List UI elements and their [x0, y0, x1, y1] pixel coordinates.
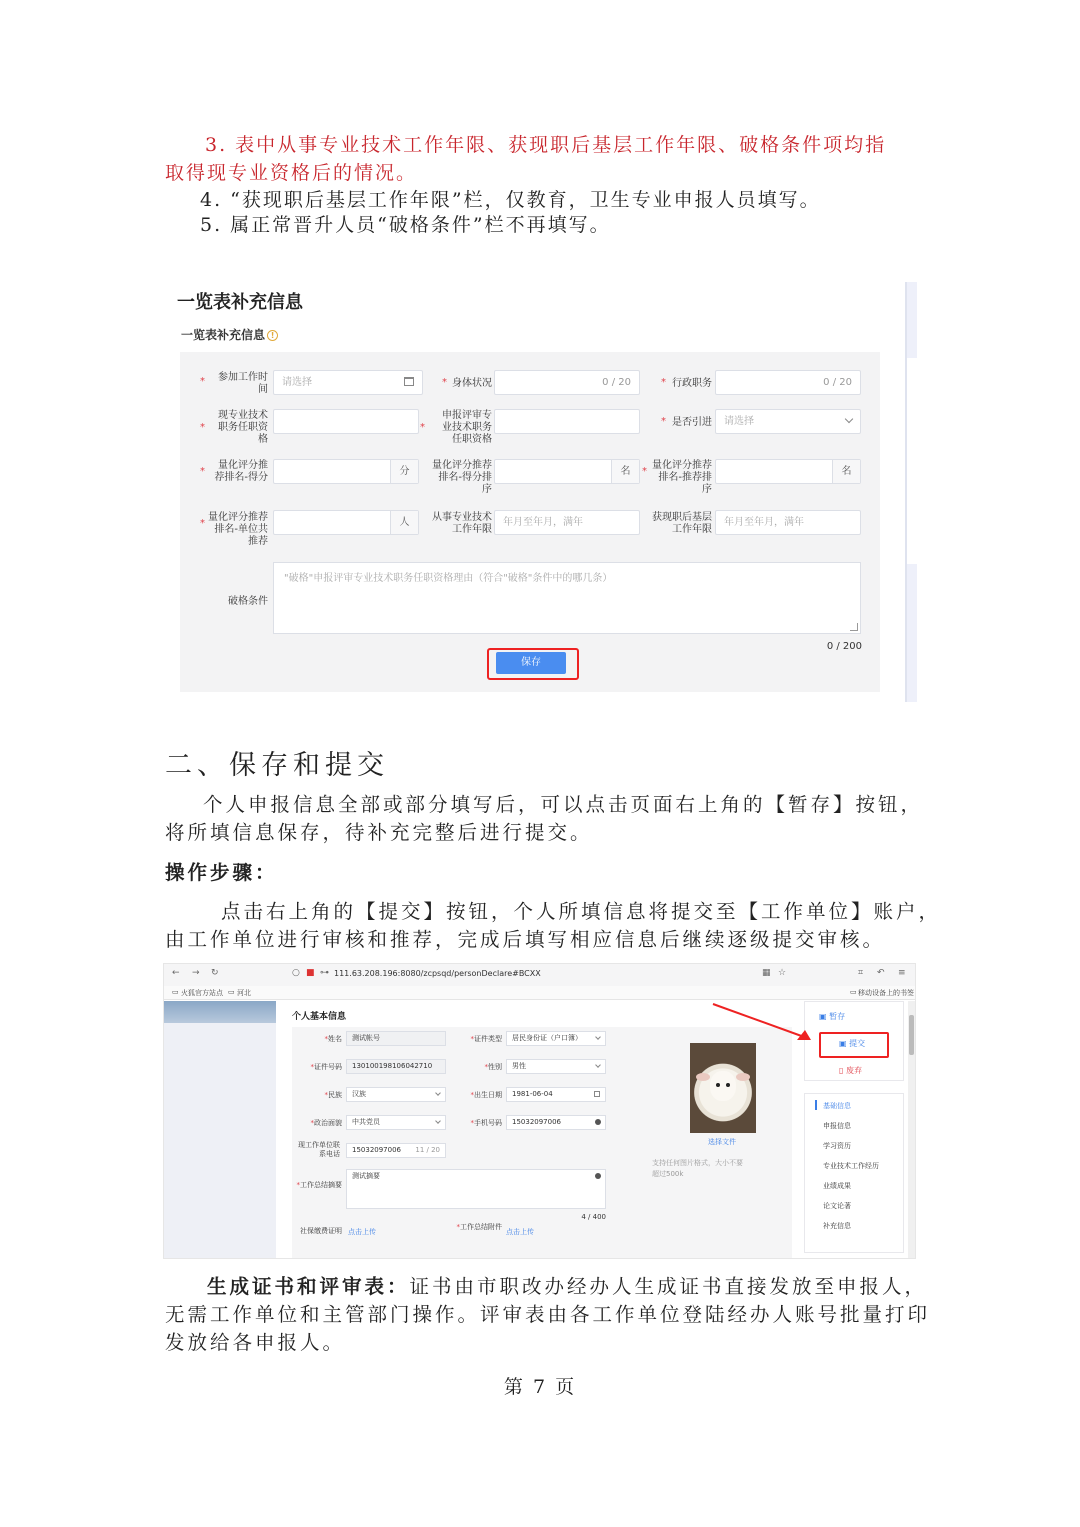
- ethnic-select[interactable]: [346, 1087, 446, 1102]
- nav-item-declare[interactable]: 申报信息: [823, 1122, 851, 1130]
- unit-total-unit: 人: [390, 511, 418, 534]
- score-label: 量化评分推荐排名-得分: [214, 460, 268, 483]
- form-screenshot: [165, 282, 917, 702]
- form-subtitle-text: 一览表补充信息: [181, 328, 266, 342]
- submit-label: 提交: [849, 1039, 866, 1048]
- section-nav: [804, 1093, 904, 1253]
- para2-line1: 点击右上角的【提交】按钮，个人所填信息将提交至【工作单位】账户，: [221, 900, 942, 923]
- phone-value: 15032097006: [512, 1118, 561, 1126]
- attach-upload-link[interactable]: 点击上传: [506, 1228, 534, 1236]
- id-no-label-text: 证件号码: [314, 1063, 342, 1071]
- steps-label: 操作步骤：: [165, 861, 278, 884]
- required-star: *: [200, 422, 205, 433]
- draft-label: 暂存: [829, 1012, 846, 1021]
- discard-button[interactable]: [839, 1065, 862, 1076]
- required-star: *: [200, 466, 205, 477]
- para1-line1: 个人申报信息全部或部分填写后，可以点击页面右上角的【暂存】按钮，: [203, 793, 924, 816]
- summary-label-text: 工作总结摘要: [300, 1181, 342, 1189]
- unit-phone-label: 现工作单位联系电话: [298, 1141, 340, 1158]
- introduced-select[interactable]: [715, 409, 861, 434]
- summary-textarea[interactable]: [346, 1169, 606, 1209]
- menu-icon[interactable]: ≡: [898, 968, 906, 978]
- phone-label: *手机号码: [470, 1119, 502, 1127]
- birth-picker[interactable]: [506, 1087, 606, 1102]
- name-label: *姓名: [324, 1035, 342, 1043]
- political-value: 中共党员: [352, 1118, 380, 1126]
- nav-item-achievement[interactable]: 业绩成果: [823, 1182, 851, 1190]
- birth-label: *出生日期: [470, 1091, 502, 1099]
- nav-item-papers[interactable]: 论文论著: [823, 1202, 851, 1210]
- note-3-line2: 取得现专业资格后的情况。: [165, 162, 418, 184]
- qr-icon[interactable]: ▦: [762, 968, 771, 978]
- note-4: 4. “获现职后基层工作年限”栏，仅教育，卫生专业申报人员填写。: [200, 189, 821, 211]
- summary-count: 4 / 400: [581, 1213, 606, 1221]
- rank-unit: 名: [611, 460, 639, 483]
- arrow-line: [713, 1004, 807, 1038]
- profile-photo: [690, 1043, 756, 1133]
- id-no-input[interactable]: 130100198106042710: [346, 1059, 446, 1074]
- sheep-eye: [716, 1083, 720, 1087]
- photo-hint-line2: 超过500k: [652, 1170, 684, 1178]
- admin-post-input[interactable]: [715, 370, 861, 395]
- scrollbar[interactable]: [908, 1001, 915, 1259]
- reload-icon[interactable]: ↻: [211, 968, 219, 978]
- save-highlight-box: [487, 648, 579, 680]
- photo-hint-line1: 支持任何图片格式，大小不要: [652, 1159, 743, 1167]
- star-icon[interactable]: ☆: [778, 968, 787, 978]
- bookmark-folder-icon: ▭: [172, 988, 179, 996]
- join-date-placeholder: 请选择: [282, 377, 312, 388]
- work-years-label: 从事专业技术工作年限: [432, 512, 492, 535]
- required-star: *: [200, 518, 205, 529]
- join-date-label: 参加工作时间: [218, 372, 268, 395]
- key-icon: ⊶: [320, 968, 329, 978]
- exception-placeholder: "破格"申报评审专业技术职务任职资格理由（符合"破格"条件中的哪几条）: [284, 573, 613, 584]
- admin-post-count: 0 / 20: [823, 377, 852, 388]
- cert-line2: 无需工作单位和主管部门操作。评审表由各工作单位登陆经办人账号批量打印: [165, 1303, 931, 1326]
- sheep-ear: [696, 1073, 710, 1081]
- work-years-input[interactable]: [494, 510, 640, 535]
- bookmark-mobile[interactable]: 移动设备上的书签: [858, 989, 914, 997]
- sidebar-edge: [905, 282, 917, 702]
- submit-highlight-box: [819, 1032, 889, 1058]
- form-subtitle: [181, 326, 278, 343]
- work-years-placeholder: 年月至年月，满年: [503, 517, 583, 528]
- unit-phone-count: 11 / 20: [415, 1146, 440, 1154]
- rank-input[interactable]: [494, 459, 640, 484]
- social-label: 社保缴费证明: [300, 1227, 342, 1235]
- choose-file-link[interactable]: 选择文件: [708, 1138, 736, 1146]
- ethnic-label-text: 民族: [328, 1091, 342, 1099]
- info-icon: !: [267, 330, 278, 341]
- chevron-down-icon: [595, 1062, 601, 1068]
- gender-select[interactable]: [506, 1059, 606, 1074]
- draft-button[interactable]: [819, 1011, 845, 1022]
- cert-lead: 生成证书和评审表：: [207, 1275, 410, 1298]
- id-type-select[interactable]: [506, 1031, 606, 1046]
- health-input[interactable]: [494, 370, 640, 395]
- bookmark-folder-icon: ▭: [850, 988, 857, 996]
- address-bar[interactable]: 111.63.208.196:8080/zcpsqd/personDeclare#BCXX: [334, 969, 541, 978]
- gender-value: 男性: [512, 1062, 526, 1070]
- sheep-face: [710, 1071, 736, 1101]
- form-title: 一览表补充信息: [177, 292, 303, 313]
- required-star: *: [442, 377, 447, 388]
- name-label-text: 姓名: [328, 1035, 342, 1043]
- gender-label-text: 性别: [488, 1063, 502, 1071]
- unit-phone-value: 15032097006: [352, 1146, 401, 1154]
- chevron-down-icon: [435, 1118, 441, 1124]
- gender-label: *性别: [484, 1063, 502, 1071]
- required-star: *: [642, 466, 647, 477]
- unit-phone-input[interactable]: [346, 1143, 446, 1158]
- right-panel: [804, 1001, 904, 1259]
- ethnic-value: 汉族: [352, 1090, 366, 1098]
- recommend-rank-unit: 名: [832, 460, 860, 483]
- unit-total-input[interactable]: [273, 510, 419, 535]
- upload-icon: ▣: [839, 1039, 850, 1048]
- current-title-input[interactable]: [273, 409, 419, 434]
- note-3-line1: 3. 表中从事专业技术工作年限、获现职后基层工作年限、破格条件项均指: [205, 134, 887, 156]
- apply-title-label: 申报评审专业技术职务任职资格: [442, 410, 492, 445]
- rank-label: 量化评分推荐排名-得分排序: [432, 460, 492, 495]
- back-icon[interactable]: ←: [172, 968, 180, 978]
- score-unit: 分: [390, 460, 418, 483]
- browser-toolbar: [164, 964, 916, 986]
- crop-icon[interactable]: ⌗: [858, 968, 864, 978]
- attach-label-text: 工作总结附件: [460, 1223, 502, 1231]
- resize-grip-icon[interactable]: [850, 623, 858, 631]
- grass-years-placeholder: 年月至年月，满年: [724, 517, 804, 528]
- birth-label-text: 出生日期: [474, 1091, 502, 1099]
- unit-total-label: 量化评分推荐排名-单位共推荐: [208, 512, 268, 547]
- save-icon: ▣: [819, 1012, 830, 1021]
- recommend-rank-label: 量化评分推荐排名-推荐排序: [652, 460, 712, 495]
- undo-icon[interactable]: ↶: [877, 968, 885, 978]
- action-box: [804, 1001, 904, 1081]
- discard-label: 废弃: [845, 1066, 862, 1075]
- chevron-down-icon: [595, 1034, 601, 1040]
- calendar-icon: [404, 377, 414, 386]
- summary-label: *工作总结摘要: [296, 1181, 342, 1189]
- health-label: 身体状况: [452, 378, 492, 389]
- name-input[interactable]: 测试帐号: [346, 1031, 446, 1046]
- active-indicator: [815, 1100, 817, 1110]
- para2-line2: 由工作单位进行审核和推荐，完成后填写相应信息后继续逐级提交审核。: [165, 928, 886, 951]
- form-panel: [180, 352, 880, 692]
- bookmark-hebei[interactable]: 河北: [237, 989, 251, 997]
- note-5: 5. 属正常晋升人员“破格条件”栏不再填写。: [200, 214, 611, 236]
- chevron-down-icon: [845, 415, 853, 423]
- apply-title-input[interactable]: [494, 409, 640, 434]
- summary-value: 测试摘要: [352, 1172, 380, 1180]
- required-star: *: [661, 377, 666, 388]
- ethnic-label: *民族: [324, 1091, 342, 1099]
- scrollbar-thumb[interactable]: [909, 1015, 914, 1055]
- id-type-label-text: 证件类型: [474, 1035, 502, 1043]
- trash-icon: ▯: [839, 1066, 846, 1075]
- political-label: *政治面貌: [310, 1119, 342, 1127]
- admin-post-label: 行政职务: [672, 378, 712, 389]
- browser-screenshot: [163, 963, 916, 1259]
- grass-years-input[interactable]: [715, 510, 861, 535]
- sheep-eye: [726, 1083, 730, 1087]
- id-type-label: *证件类型: [470, 1035, 502, 1043]
- shield-icon: ○: [292, 968, 300, 978]
- id-type-value: 居民身份证（户口簿）: [512, 1034, 582, 1042]
- grass-years-label: 获现职后基层工作年限: [652, 512, 712, 535]
- sheep-ear: [736, 1073, 750, 1081]
- social-upload-link[interactable]: 点击上传: [348, 1228, 376, 1236]
- exception-count: 0 / 200: [826, 641, 862, 652]
- birth-value: 1981-06-04: [512, 1090, 553, 1098]
- forward-icon[interactable]: →: [192, 968, 200, 978]
- required-star: *: [200, 376, 205, 387]
- exception-textarea[interactable]: [273, 562, 861, 634]
- exception-label: 破格条件: [228, 596, 268, 607]
- join-date-picker[interactable]: [273, 370, 423, 395]
- page-number: 第 7 页: [503, 1376, 577, 1398]
- cert-line1-rest: 证书由市职改办经办人生成证书直接发放至申报人，: [409, 1275, 928, 1298]
- nav-item-study[interactable]: 学习资历: [823, 1142, 851, 1150]
- score-input[interactable]: [273, 459, 419, 484]
- bookmark-firefox[interactable]: 火狐官方站点: [181, 989, 223, 997]
- cert-line1: [207, 1273, 927, 1301]
- calendar-icon: [594, 1091, 600, 1097]
- nav-item-basic[interactable]: 基础信息: [823, 1102, 851, 1110]
- nav-item-work[interactable]: 专业技术工作经历: [823, 1162, 879, 1170]
- required-star: *: [420, 422, 425, 433]
- phone-label-text: 手机号码: [474, 1119, 502, 1127]
- basic-info-panel: [292, 1027, 792, 1259]
- chevron-down-icon: [435, 1090, 441, 1096]
- clear-icon[interactable]: [595, 1119, 601, 1125]
- nav-item-supplement[interactable]: 补充信息: [823, 1222, 851, 1230]
- political-select[interactable]: [346, 1115, 446, 1130]
- lock-icon: ■: [306, 968, 315, 978]
- phone-input[interactable]: [506, 1115, 606, 1130]
- panel-title: 个人基本信息: [292, 1012, 347, 1022]
- bookmarks-bar: [164, 986, 916, 1000]
- health-count: 0 / 20: [602, 377, 631, 388]
- attach-label: *工作总结附件: [456, 1223, 502, 1231]
- section-title: 二、保存和提交: [165, 750, 389, 781]
- id-no-label: *证件号码: [310, 1063, 342, 1071]
- para1-line2: 将所填信息保存，待补充完整后进行提交。: [165, 821, 593, 844]
- save-button[interactable]: 保存: [496, 652, 566, 674]
- introduced-label: 是否引进: [672, 417, 712, 428]
- current-title-label: 现专业技术职务任职资格: [218, 410, 268, 445]
- cert-line3: 发放给各申报人。: [165, 1331, 346, 1354]
- pointer-arrow: [709, 1000, 819, 1046]
- clear-icon[interactable]: [595, 1173, 601, 1179]
- banner-image: [164, 1001, 276, 1023]
- left-sidebar: [164, 1001, 276, 1259]
- political-label-text: 政治面貌: [314, 1119, 342, 1127]
- introduced-placeholder: 请选择: [724, 416, 754, 427]
- bookmark-folder-icon: ▭: [228, 988, 235, 996]
- recommend-rank-input[interactable]: [715, 459, 861, 484]
- required-star: *: [661, 416, 666, 427]
